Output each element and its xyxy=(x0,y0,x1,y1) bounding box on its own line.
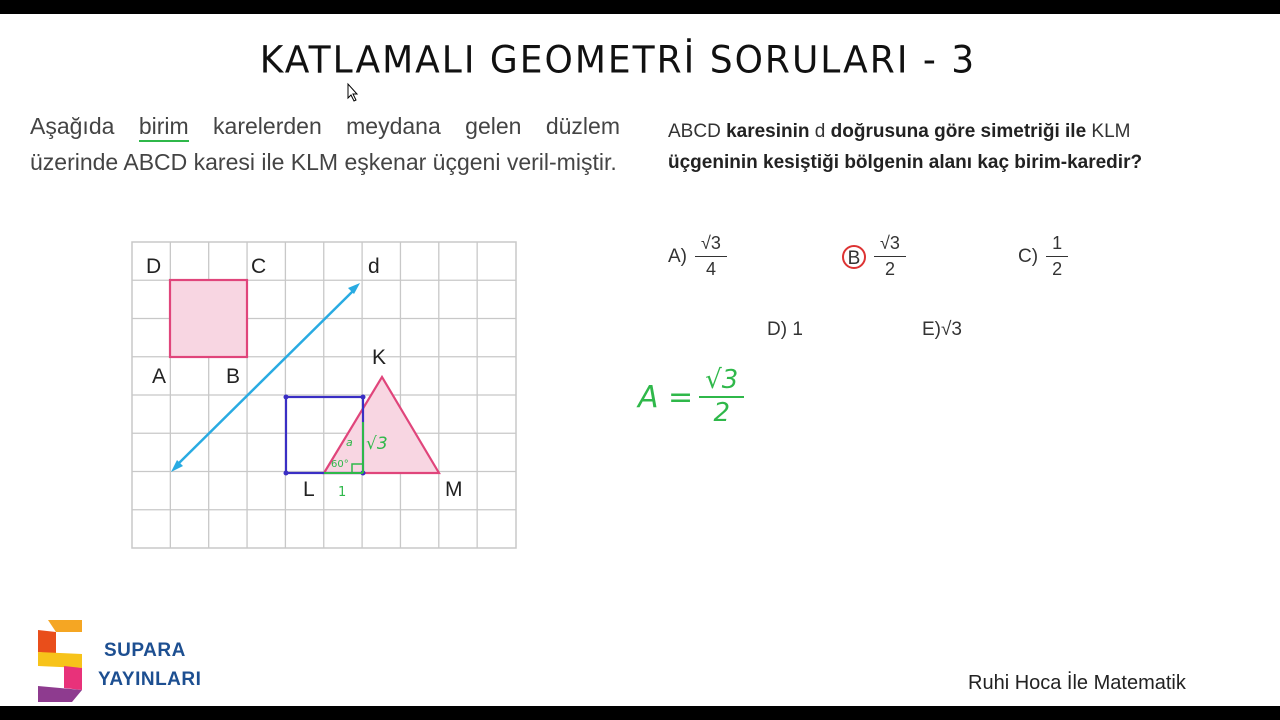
option-a[interactable] xyxy=(668,232,727,281)
q-d: d xyxy=(814,121,826,142)
option-b-num: √3 xyxy=(874,232,906,257)
option-c-num: 1 xyxy=(1046,232,1068,257)
intro-part1: Aşağıda xyxy=(30,113,139,139)
option-a-label: A) xyxy=(668,245,687,267)
q-karesinin: karesinin xyxy=(720,121,815,142)
option-c[interactable] xyxy=(1018,232,1068,281)
label-a-vertex: A xyxy=(152,365,167,388)
supara-logo-icon xyxy=(38,620,86,702)
handwritten-den: 2 xyxy=(713,398,731,428)
label-k-vertex: K xyxy=(372,346,387,369)
option-e[interactable] xyxy=(922,319,962,341)
worksheet-page xyxy=(0,14,1280,706)
logo-text xyxy=(98,636,201,694)
option-c-label: C) xyxy=(1018,245,1039,267)
option-a-num: √3 xyxy=(695,232,727,257)
q-dogrusuna: doğrusuna göre simetriği ile xyxy=(825,121,1092,142)
handwritten-answer xyxy=(638,366,744,428)
intro-highlight-birim: birim xyxy=(139,113,189,142)
option-a-fraction xyxy=(695,232,727,281)
annot-a: a xyxy=(346,436,353,449)
handwritten-num: √3 xyxy=(699,366,744,398)
logo-line2: YAYINLARI xyxy=(98,669,202,690)
option-d[interactable] xyxy=(767,319,803,341)
q-rest: üçgeninin kesiştiği bölgenin alanı kaç birim-karedir? xyxy=(668,152,1143,173)
option-a-den: 4 xyxy=(705,259,716,279)
cursor-icon xyxy=(348,84,357,101)
label-d-vertex: D xyxy=(146,255,162,278)
label-m-vertex: M xyxy=(445,478,463,501)
annot-angle: 60° xyxy=(331,459,349,470)
square-abcd xyxy=(170,280,247,357)
q-klm: KLM xyxy=(1091,121,1131,142)
option-e-value: √3 xyxy=(941,319,962,340)
label-c-vertex: C xyxy=(251,255,267,278)
q-abcd: ABCD xyxy=(668,121,721,142)
label-l-vertex: L xyxy=(303,478,315,501)
annot-one: 1 xyxy=(338,485,347,500)
page-title: KATLAMALI GEOMETRİ SORULARI - 3 xyxy=(259,38,977,83)
option-b[interactable] xyxy=(842,232,906,281)
label-line-d: d xyxy=(368,255,380,278)
handwritten-fraction xyxy=(699,366,744,428)
handwritten-lhs: A = xyxy=(638,379,694,415)
label-b-vertex: B xyxy=(226,365,241,388)
option-b-den: 2 xyxy=(884,259,895,279)
option-b-label-circled: B xyxy=(842,245,866,269)
option-e-label: E) xyxy=(922,319,941,340)
geometry-figure xyxy=(0,14,1280,706)
credit-text: Ruhi Hoca İle Matematik xyxy=(968,672,1186,694)
logo-line1: SUPARA xyxy=(104,640,186,661)
option-c-den: 2 xyxy=(1052,259,1063,279)
option-d-label: D) 1 xyxy=(767,319,803,340)
annot-sqrt3: √3 xyxy=(366,434,388,454)
intro-part2: karelerden meydana gelen düzlem üzerinde ABCD karesi ile KLM eşkenar üçgeni veril-miştir. xyxy=(30,113,620,175)
option-c-fraction xyxy=(1046,232,1068,281)
option-b-fraction xyxy=(874,232,906,281)
